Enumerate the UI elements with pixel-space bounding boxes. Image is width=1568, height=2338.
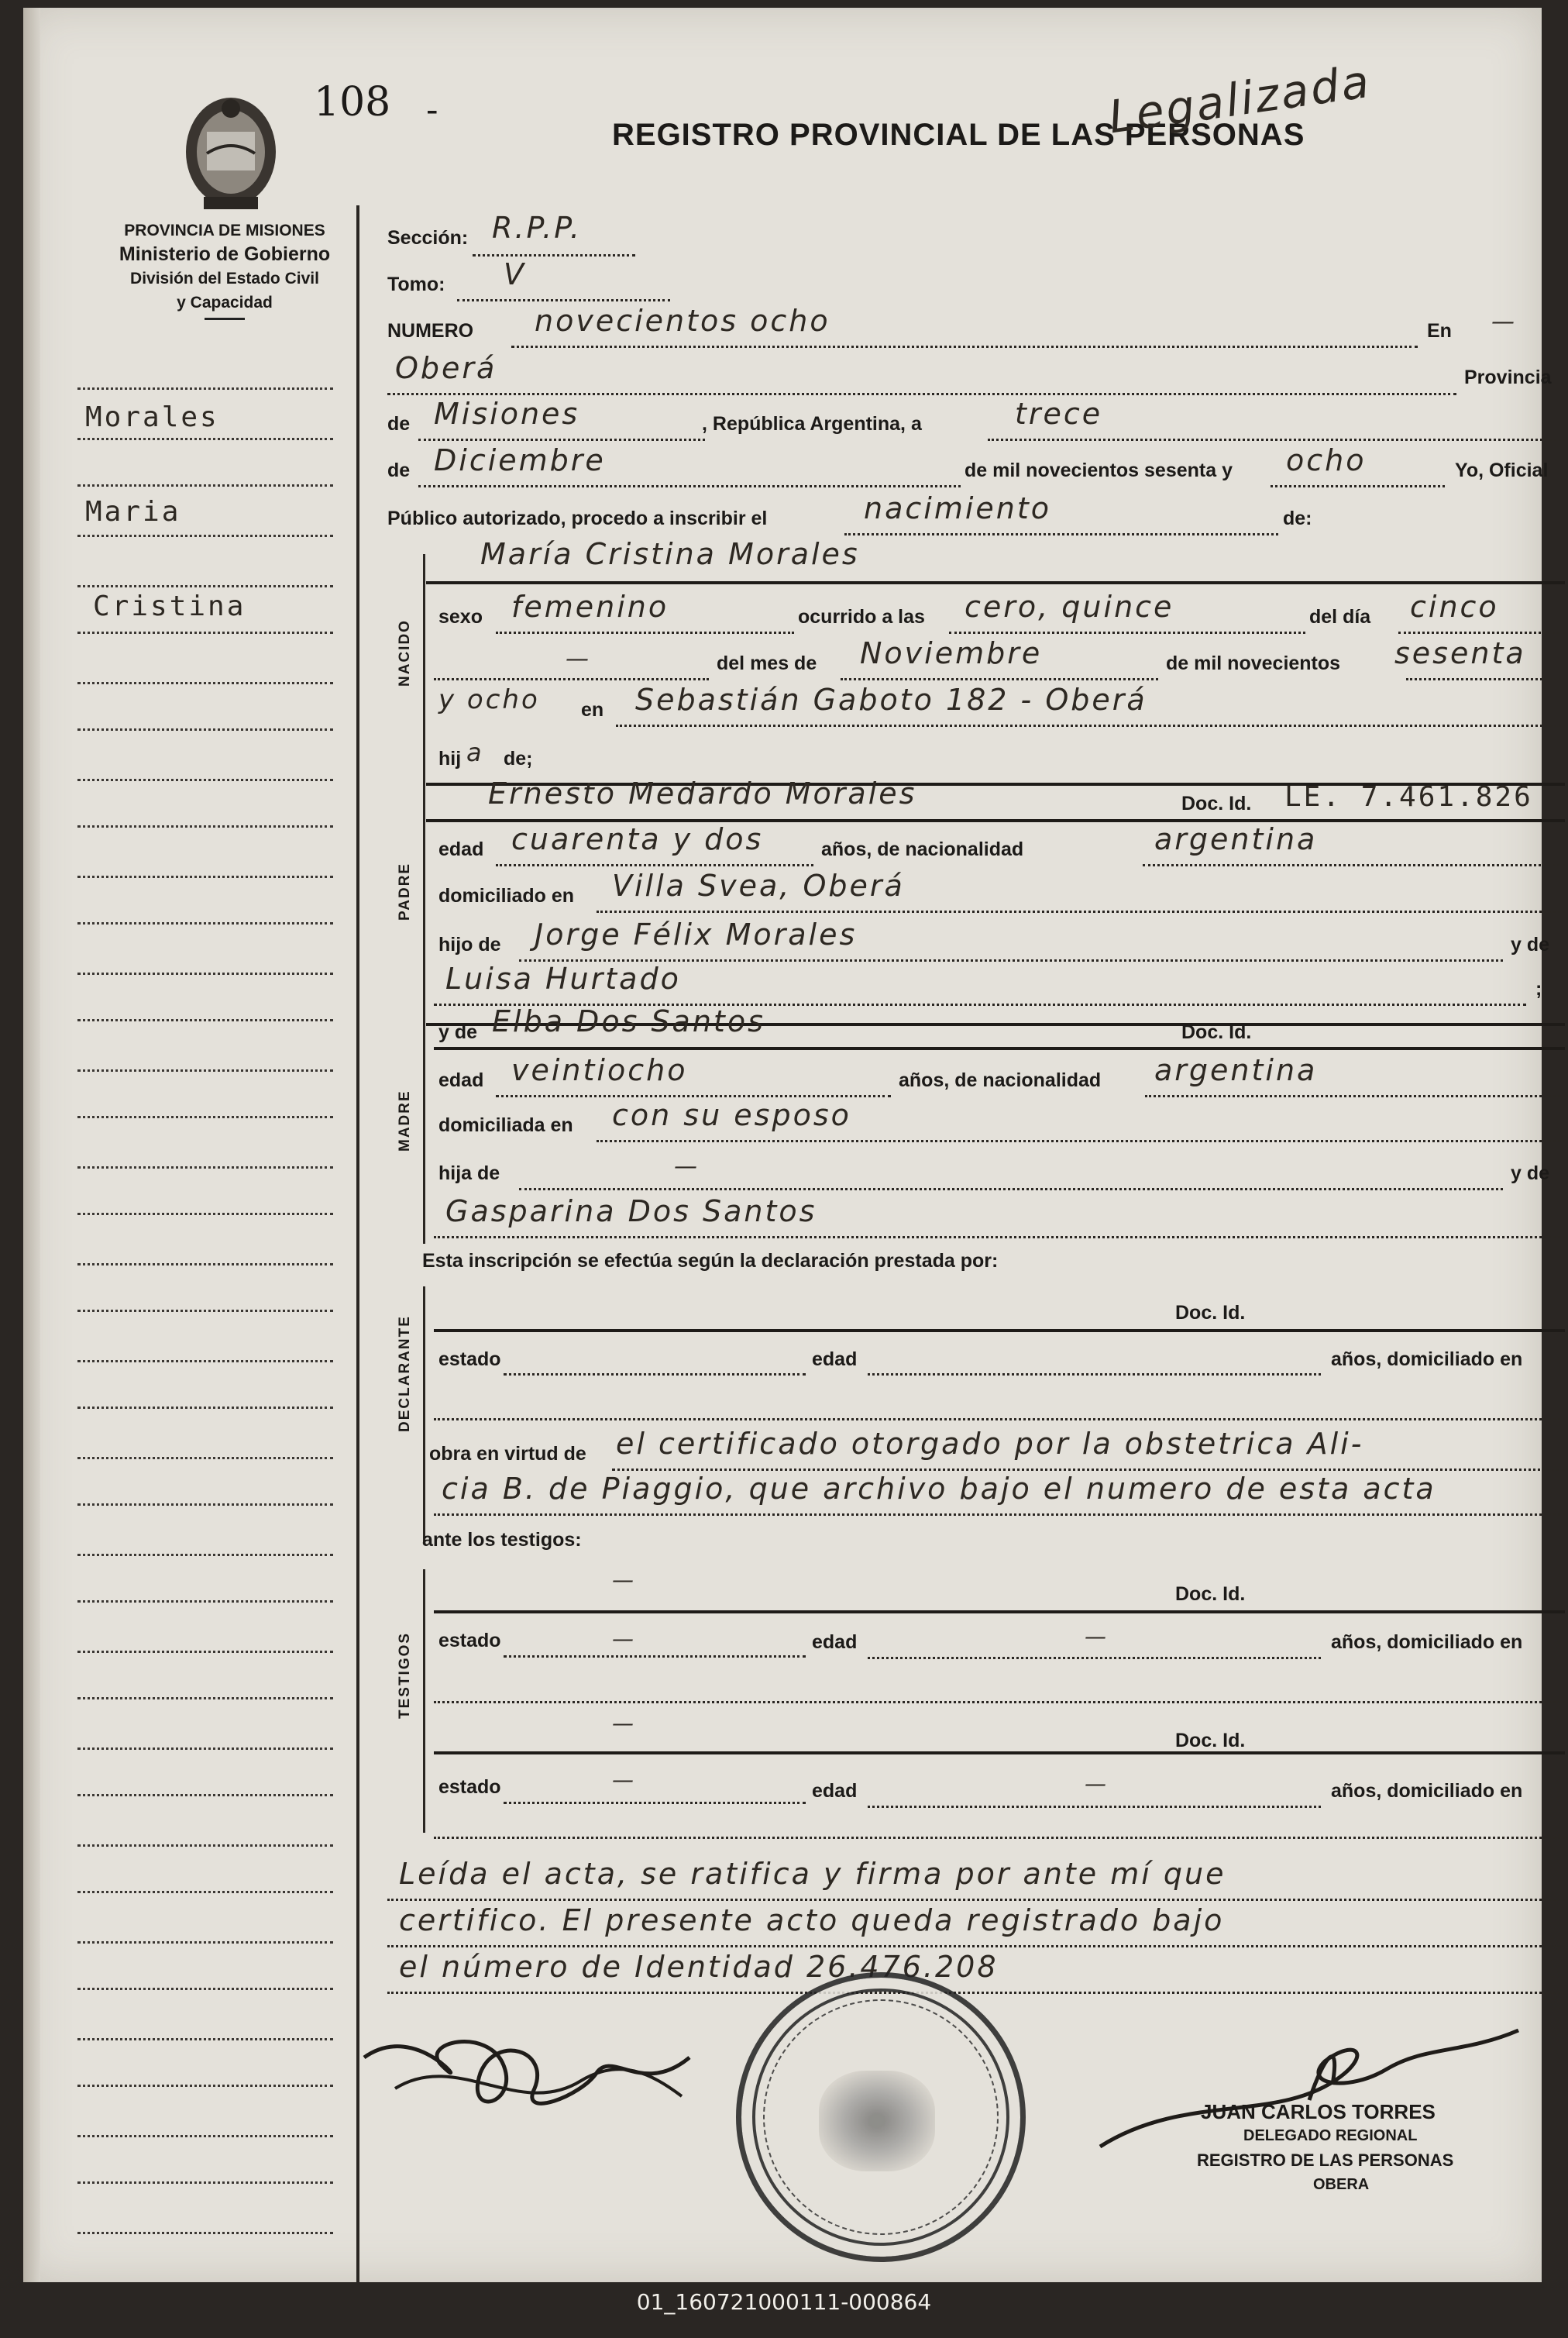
- legalizada-annotation: Legalizada: [1105, 54, 1375, 144]
- testigo1-doc-label: Doc. Id.: [1175, 1583, 1246, 1605]
- cierre-linea1: Leída el acta, se ratifica y firma por ante mí que: [399, 1857, 1226, 1891]
- provincia-label: Provincia: [1464, 367, 1552, 388]
- book-binding: [23, 8, 40, 2282]
- abuelo-m-value: —: [674, 1153, 700, 1180]
- nacido-section: [387, 554, 425, 783]
- officer-name: JUAN CARLOS TORRES: [1201, 2100, 1436, 2123]
- de-mil2-label: de mil novecientos: [1166, 653, 1341, 674]
- padre-label: PADRE: [397, 862, 413, 921]
- declarant-signature: [349, 2003, 705, 2135]
- nacido-nombre: María Cristina Morales: [480, 537, 860, 571]
- cierre-linea2: certifico. El presente acto queda registrado bajo: [399, 1903, 1225, 1937]
- mes-nac-value: Noviembre: [860, 636, 1043, 670]
- en-label: En: [1427, 320, 1452, 342]
- padre-nombre: Ernesto Medardo Morales: [488, 776, 917, 811]
- ocurrido-label: ocurrido a las: [798, 606, 925, 628]
- provincia-value: Misiones: [434, 397, 580, 431]
- page-dash: -: [426, 88, 438, 130]
- testigo2-edad: —: [1085, 1771, 1109, 1796]
- declarante-label: DECLARANTE: [397, 1315, 413, 1432]
- office-ministry: Ministerio de Gobierno: [119, 243, 331, 265]
- declarante-edad-label: edad: [812, 1348, 858, 1370]
- office-capacity: y Capacidad: [177, 294, 273, 312]
- publico-label: Público autorizado, procedo a inscribir el: [387, 508, 768, 529]
- nacido-label: NACIDO: [397, 618, 413, 687]
- declarante-doc-label: Doc. Id.: [1175, 1302, 1246, 1324]
- de-mil-label: de mil novecientos sesenta y: [965, 460, 1233, 481]
- padre-section: [387, 783, 425, 1023]
- madre-hija-label: hija de: [438, 1162, 500, 1184]
- padre-dom-value: Villa Svea, Oberá: [612, 869, 905, 903]
- testigos-label: TESTIGOS: [397, 1631, 413, 1719]
- testigo1-nombre: —: [612, 1567, 636, 1593]
- de-colon-label: de:: [1283, 508, 1312, 529]
- testigo2-doc-label: Doc. Id.: [1175, 1730, 1246, 1751]
- margin-rule: [356, 205, 359, 2282]
- issuing-office: [85, 219, 364, 320]
- madre-section: [387, 1023, 425, 1244]
- madre-edad-value: veintiocho: [511, 1053, 688, 1087]
- declarante-section: [387, 1286, 425, 1542]
- hij-suffix: a: [466, 738, 484, 767]
- seccion-value: R.P.P.: [492, 211, 583, 245]
- page-title: REGISTRO PROVINCIAL DE LAS PERSONAS: [612, 118, 1305, 152]
- madre-y-de-label-2: y de: [1511, 1162, 1550, 1184]
- de-label-1: de: [387, 413, 411, 435]
- sexo-value: femenino: [511, 590, 669, 624]
- madre-nac-label: años, de nacionalidad: [899, 1069, 1102, 1091]
- padre-nac-label: años, de nacionalidad: [821, 838, 1024, 860]
- padre-semicolon: ;: [1535, 978, 1542, 1000]
- stamp-emblem-icon: [819, 2071, 935, 2171]
- madre-dom-value: con su esposo: [612, 1098, 851, 1132]
- padre-nac-value: argentina: [1154, 822, 1318, 856]
- obra-label: obra en virtud de: [429, 1443, 586, 1465]
- dia-value: cinco: [1410, 590, 1499, 624]
- padre-edad-value: cuarenta y dos: [511, 822, 764, 856]
- margin-surname: Morales: [85, 401, 219, 433]
- anio-value: ocho: [1286, 443, 1367, 477]
- abuela-p-value: Luisa Hurtado: [445, 962, 681, 996]
- ante-testigos-label: ante los testigos:: [422, 1529, 582, 1551]
- office-rule: [205, 318, 245, 320]
- coat-of-arms-icon: [176, 91, 286, 215]
- padre-y-de-label: y de: [1511, 934, 1550, 956]
- official-stamp: [736, 1972, 1026, 2262]
- numero-label: NUMERO: [387, 320, 474, 342]
- testigo2-nombre: —: [612, 1710, 636, 1736]
- obra-linea2: cia B. de Piaggio, que archivo bajo el numero de esta acta: [442, 1472, 1436, 1506]
- margin-second-name: Cristina: [93, 591, 246, 622]
- madre-dom-label: domiciliada en: [438, 1114, 573, 1136]
- padre-doc-value: LE. 7.461.826: [1284, 781, 1533, 813]
- sexo-label: sexo: [438, 606, 483, 628]
- testigo1-edad: —: [1085, 1624, 1109, 1649]
- padre-hijo-label: hijo de: [438, 934, 501, 956]
- officer-title: DELEGADO REGIONAL: [1243, 2127, 1418, 2144]
- testigo2-estado: —: [612, 1767, 636, 1792]
- office-division: División del Estado Civil: [130, 270, 319, 288]
- anio-nac-value: sesenta: [1394, 636, 1526, 670]
- register-page: [23, 8, 1552, 2282]
- declarante-dom-label: años, domiciliado en: [1331, 1348, 1523, 1370]
- office-province: PROVINCIA DE MISIONES: [124, 222, 325, 239]
- abuelo-p-value: Jorge Félix Morales: [535, 918, 858, 952]
- testigos-section: [387, 1569, 425, 1833]
- lugar-value: Oberá: [395, 351, 497, 385]
- margin-first-name: Maria: [85, 496, 181, 528]
- madre-doc-label: Doc. Id.: [1181, 1021, 1252, 1043]
- de-semi-label: de;: [504, 748, 533, 770]
- madre-nombre: Elba Dos Santos: [492, 1004, 765, 1038]
- madre-label: MADRE: [397, 1089, 413, 1152]
- republica-label: , República Argentina, a: [702, 413, 922, 435]
- madre-edad-label: edad: [438, 1069, 484, 1091]
- lugar-nac-value: Sebastián Gaboto 182 - Oberá: [635, 683, 1147, 717]
- cierre-linea3: el número de Identidad 26.476.208: [399, 1950, 999, 1984]
- del-dia-label: del día: [1309, 606, 1371, 628]
- de-label-2: de: [387, 460, 411, 481]
- hij-label: hij: [438, 748, 462, 770]
- en-label-2: en: [581, 699, 604, 721]
- abuela-m-value: Gasparina Dos Santos: [445, 1194, 817, 1228]
- testigo1-edad-label: edad: [812, 1631, 858, 1653]
- image-id-footer: 01_160721000111-000864: [636, 2289, 932, 2315]
- en-value: —: [1491, 308, 1517, 336]
- testigo1-estado: —: [612, 1626, 636, 1651]
- testigo1-dom-label: años, domiciliado en: [1331, 1631, 1523, 1653]
- esta-inscripcion-label: Esta inscripción se efectúa según la declaración prestada por:: [422, 1250, 999, 1272]
- obra-linea1: el certificado otorgado por la obstetrica Ali-: [616, 1427, 1364, 1461]
- officer-registry: REGISTRO DE LAS PERSONAS: [1197, 2150, 1454, 2170]
- anio-nac-cont: y ocho: [438, 684, 540, 715]
- dia-letras-value: trece: [1015, 397, 1103, 431]
- padre-dom-label: domiciliado en: [438, 885, 575, 907]
- tomo-value: V: [504, 257, 526, 291]
- declarante-estado-label: estado: [438, 1348, 501, 1370]
- madre-nac-value: argentina: [1154, 1053, 1318, 1087]
- dia-cont-value: —: [566, 646, 591, 673]
- madre-y-de-label: y de: [438, 1021, 478, 1043]
- testigo2-dom-label: años, domiciliado en: [1331, 1780, 1523, 1802]
- testigo1-estado-label: estado: [438, 1630, 501, 1651]
- del-mes-label: del mes de: [717, 653, 817, 674]
- testigo2-edad-label: edad: [812, 1780, 858, 1802]
- acto-value: nacimiento: [864, 491, 1052, 525]
- tomo-label: Tomo:: [387, 274, 445, 295]
- numero-value: novecientos ocho: [535, 304, 830, 338]
- yo-oficial-label: Yo, Oficial: [1455, 460, 1549, 481]
- testigo2-estado-label: estado: [438, 1776, 501, 1798]
- officer-city: OBERA: [1313, 2176, 1370, 2193]
- page-number: 108: [314, 79, 391, 126]
- mes-value: Diciembre: [434, 443, 606, 477]
- seccion-label: Sección:: [387, 227, 469, 249]
- hora-value: cero, quince: [965, 590, 1174, 624]
- padre-doc-label: Doc. Id.: [1181, 793, 1252, 814]
- padre-edad-label: edad: [438, 838, 484, 860]
